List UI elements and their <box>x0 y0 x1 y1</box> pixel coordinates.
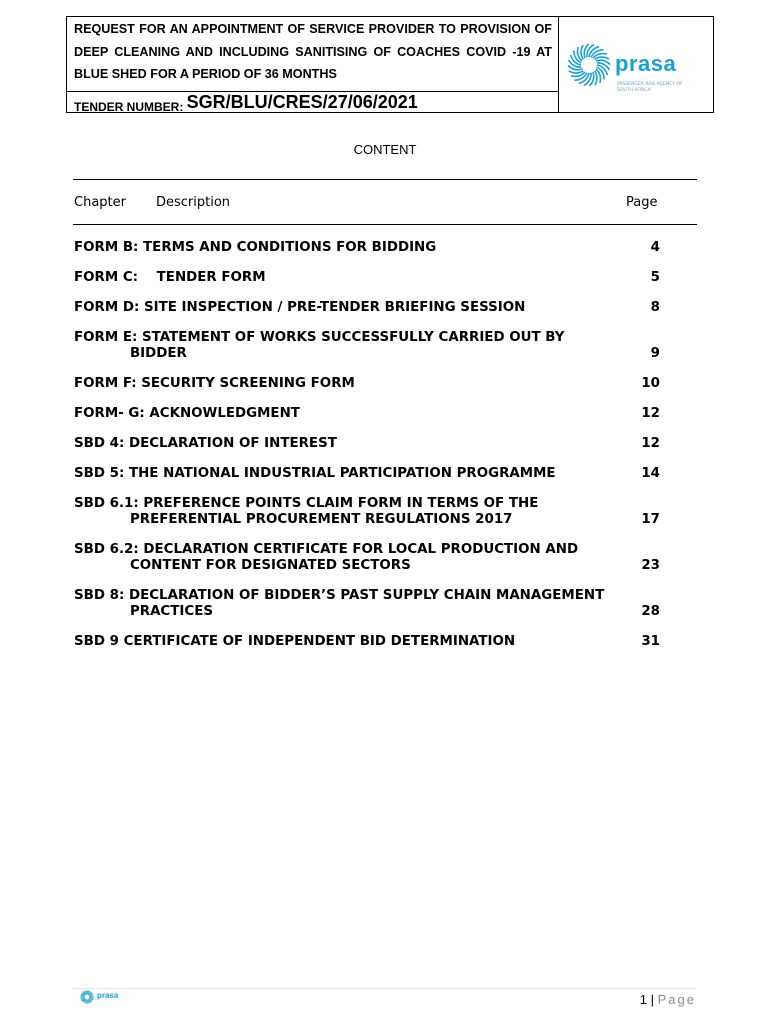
toc-entry[interactable] <box>74 588 660 620</box>
toc-entry-title: FORM F: SECURITY SCREENING FORM <box>74 376 355 391</box>
toc-entry-title: FORM C: TENDER FORM <box>74 270 266 285</box>
toc-entry-title: SBD 6.2: DECLARATION CERTIFICATE FOR LOCAL PRODUCTION AND CONTENT FOR DESIGNATED SECTORS <box>74 542 579 573</box>
prasa-swirl-icon <box>80 990 94 1004</box>
footer-rule <box>72 988 696 989</box>
toc-entry[interactable] <box>74 634 660 650</box>
header-table <box>66 16 714 113</box>
toc-entry-page: 8 <box>650 300 660 315</box>
toc-entry-title: SBD 5: THE NATIONAL INDUSTRIAL PARTICIPATION PROGRAMME <box>74 466 556 481</box>
toc-entry[interactable] <box>74 330 660 362</box>
toc-entry[interactable] <box>74 542 660 574</box>
page-word: Page <box>657 992 696 1007</box>
column-header-page: Page <box>626 195 658 210</box>
column-header-chapter: Chapter <box>74 195 126 210</box>
tender-number-label: TENDER NUMBER: <box>74 100 187 114</box>
toc-entry-title: FORM B: TERMS AND CONDITIONS FOR BIDDING <box>74 240 437 255</box>
toc-entry[interactable] <box>74 466 660 482</box>
toc-entry-page: 17 <box>641 512 660 527</box>
toc-entry-page: 12 <box>641 406 660 421</box>
footer-logo-wordmark: prasa <box>97 991 119 1000</box>
toc-entry-page: 4 <box>650 240 660 255</box>
toc-entry-title: SBD 4: DECLARATION OF INTEREST <box>74 436 337 451</box>
toc-entry[interactable] <box>74 496 660 528</box>
toc-entry-page: 23 <box>641 558 660 573</box>
prasa-swirl-icon <box>567 43 611 87</box>
logo-tagline: PASSENGER RAIL AGENCY OF SOUTH AFRICA <box>617 82 683 93</box>
tender-number-row <box>67 92 558 113</box>
logo-wordmark: prasa <box>615 51 677 76</box>
page-separator: | <box>647 992 658 1007</box>
toc-entry[interactable] <box>74 376 660 392</box>
toc-entry[interactable] <box>74 406 660 422</box>
toc-entry-page: 14 <box>641 466 660 481</box>
table-header-rule <box>73 224 697 225</box>
toc-entry-page: 9 <box>650 346 660 361</box>
toc-entry[interactable] <box>74 270 660 286</box>
toc-entry[interactable] <box>74 436 660 452</box>
toc-entry-title: SBD 8: DECLARATION OF BIDDER’S PAST SUPPLY CHAIN MANAGEMENT PRACTICES <box>74 588 605 619</box>
column-header-description: Description <box>156 195 231 210</box>
toc-entry[interactable] <box>74 240 660 256</box>
prasa-logo <box>559 17 714 112</box>
toc-entry-title: FORM E: STATEMENT OF WORKS SUCCESSFULLY CARRIED OUT BY BIDDER <box>74 330 565 361</box>
tender-number-value: SGR/BLU/CRES/27/06/2021 <box>186 92 418 112</box>
footer-logo <box>80 990 130 1004</box>
toc-entry-page: 10 <box>641 376 660 391</box>
toc-entry-page: 5 <box>650 270 660 285</box>
header-text-column <box>67 17 559 112</box>
table-of-contents <box>74 240 660 664</box>
toc-entry-title: FORM- G: ACKNOWLEDGMENT <box>74 406 300 421</box>
toc-entry-title: FORM D: SITE INSPECTION / PRE-TENDER BRIEFING SESSION <box>74 300 526 315</box>
page-number-footer <box>640 992 696 1007</box>
toc-entry-page: 12 <box>641 436 660 451</box>
toc-entry-title: SBD 6.1: PREFERENCE POINTS CLAIM FORM IN TERMS OF THE PREFERENTIAL PROCUREMENT REGULATIONS 2017 <box>74 496 539 527</box>
page-number: 1 <box>639 992 648 1007</box>
table-top-rule <box>73 179 697 180</box>
content-heading: CONTENT <box>353 142 417 157</box>
toc-entry-page: 28 <box>641 604 660 619</box>
toc-entry[interactable] <box>74 300 660 316</box>
toc-entry-title: SBD 9 CERTIFICATE OF INDEPENDENT BID DETERMINATION <box>74 634 516 649</box>
document-title: REQUEST FOR AN APPOINTMENT OF SERVICE PROVIDER TO PROVISION OF DEEP CLEANING AND INCLUDING SANITISING OF COACHES COVID -19 AT BLUE SHED FOR A PERIOD OF 36 MONTHS <box>67 17 558 92</box>
toc-entry-page: 31 <box>641 634 660 649</box>
